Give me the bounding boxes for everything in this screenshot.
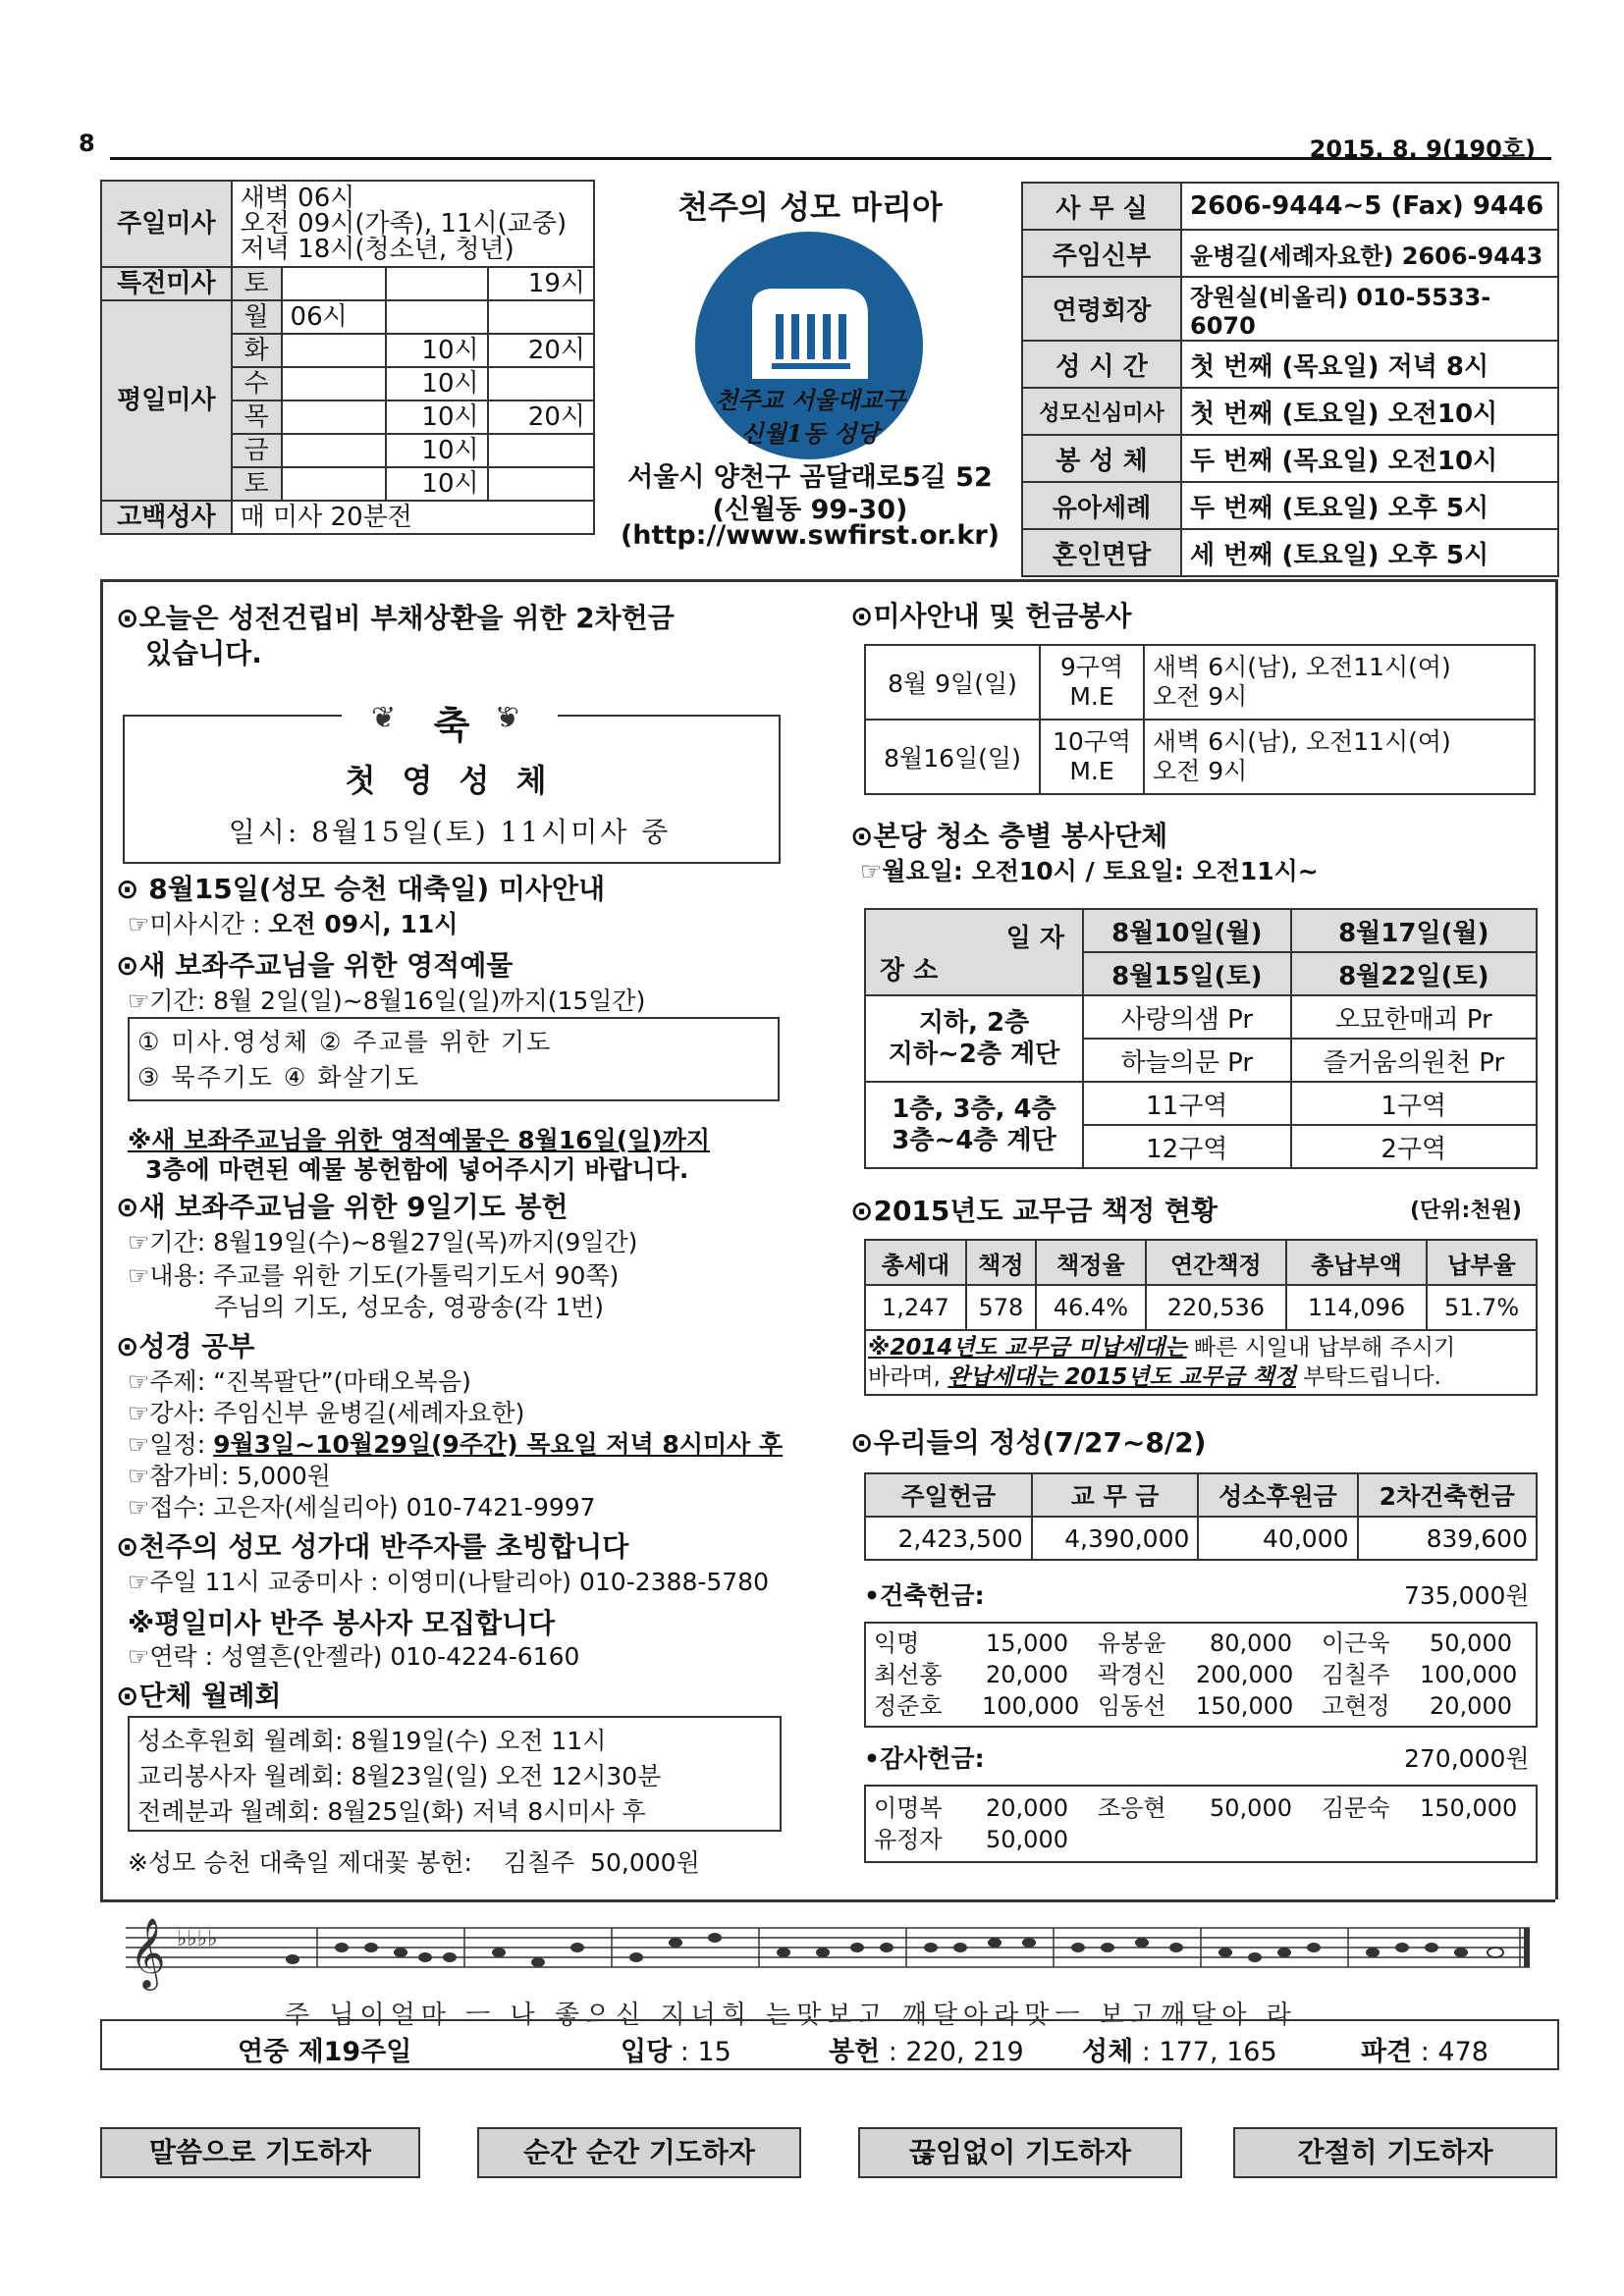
celebration-badge: 축 [433,703,470,747]
cleaning-subtitle: ☞월요일: 오전10시 / 토요일: 오전11시~ [860,857,1319,885]
weekday-time [488,300,594,334]
donor-amount: 50,000 [1210,1794,1292,1822]
content-frame [100,579,1555,582]
weekday-time [282,334,386,367]
bible-study-schedule: 9월3일~10월29일(9주간) 목요일 저녁 8시미사 후 [213,1430,784,1459]
page-number: 8 [79,130,95,157]
confession-label: 고백성사 [101,501,232,534]
donor-name: 곽경신 [1098,1661,1166,1688]
weekday-mass-label: 평일미사 [101,300,232,501]
donor-amount: 50,000 [986,1826,1068,1853]
mass-guide-date: 8월16일(일) [865,720,1040,794]
dues-unit: (단위:천원) [1410,1199,1522,1223]
offerings-value: 4,390,000 [1032,1517,1199,1560]
office-label: 사 무 실 [1022,183,1181,230]
cleaning-place: 3층~4층 계단 [892,1126,1056,1155]
offertory-hymn: : 220, 219 [880,2037,1024,2067]
dues-value: 114,096 [1286,1285,1427,1330]
weekday-time [282,400,386,434]
pray-earnestly-button[interactable]: 간절히 기도하자 [1233,2127,1557,2178]
donor-amount: 20,000 [1430,1692,1512,1720]
building-offering-label: •건축헌금: [864,1581,985,1610]
cleaning-date: 8월17일(월) [1291,909,1537,952]
sunday-mass-line: 새벽 06시 [240,184,355,213]
cleaning-group: 사랑의샘 Pr [1083,995,1291,1039]
weekday-time [282,467,386,501]
office-value: 세 번째 (토요일) 오후 5시 [1181,529,1558,576]
bible-study-topic: ☞주제: “진복팔단”(마태오복음) [128,1367,471,1396]
office-value: 첫 번째 (토요일) 오전10시 [1181,388,1558,435]
communion-hymn: : 177, 165 [1133,2037,1277,2067]
dues-title: ⊙2015년도 교무금 책정 현황 [850,1195,1218,1227]
choir-contact: ☞주일 11시 교중미사 : 이영미(나탈리아) 010-2388-5780 [128,1568,769,1596]
entrance-label: 입당 [621,2037,673,2067]
weekday-day: 월 [232,300,282,334]
donor-amount: 150,000 [1196,1692,1294,1720]
dues-table [864,1239,1538,1396]
group-meeting-item: 성소후원회 월례회: 8월19일(수) 오전 11시 [137,1727,607,1755]
mass-guide-group: 10구역 [1052,727,1132,756]
dues-note-unpaid: ※2014년도 교무금 미납세대는 [868,1335,1187,1361]
hymn-lyrics: 주 님이얼마 ㅡ 나 좋으신 지너희 는맛보고 깨달아라맛ㅡ 보고깨달아 라 [285,2001,1297,2030]
weekday-time: 10시 [386,400,488,434]
bible-study-schedule-label: ☞일정: [128,1430,214,1459]
pray-ceaselessly-button[interactable]: 끊임없이 기도하자 [858,2127,1182,2178]
parish-website[interactable]: (http://www.swfirst.or.kr) [620,520,1001,551]
weekday-time [282,367,386,400]
mass-guide-group: M.E [1069,682,1114,711]
sunday-mass-line: 오전 09시(가족), 11시(교중) [240,209,568,239]
notice-building-debt: ⊙오늘은 성전건립비 부채상환을 위한 2차헌금 [116,602,675,634]
weekday-time: 06시 [282,300,386,334]
donor-name: 임동선 [1098,1692,1166,1720]
offerings-header: 교 무 금 [1032,1473,1199,1517]
header-rule [110,157,1551,160]
assumption-label: ☞미사시간 : [128,910,269,938]
spiritual-gift-title: ⊙새 보좌주교님을 위한 영적예물 [116,949,514,982]
svg-text:♭♭♭♭: ♭♭♭♭ [177,1927,218,1951]
weekday-time [282,434,386,467]
office-label: 연령회장 [1022,277,1181,341]
weekday-time [488,434,594,467]
mass-guide-title: ⊙미사안내 및 헌금봉사 [850,600,1132,632]
office-label: 주임신부 [1022,230,1181,277]
offerings-value: 2,423,500 [865,1517,1032,1560]
cleaning-table [864,908,1538,1169]
weekday-time: 10시 [386,334,488,367]
dues-note-paid: 완납세대는 2015년도 교무금 책정 [947,1364,1296,1390]
building-donor-box [864,1622,1538,1728]
donor-name: 김칠주 [1322,1661,1390,1688]
office-label: 봉 성 체 [1022,435,1181,482]
office-value: 두 번째 (목요일) 오전10시 [1181,435,1558,482]
spiritual-gift-period: ☞기간: 8월 2일(일)~8월16일(일)까지(15일간) [128,987,646,1015]
office-value: 윤병길(세례자요한) 2606-9443 [1181,230,1558,277]
cleaning-place: 지하, 2층 [918,1008,1030,1038]
hymn-numbers-bar [100,2019,1559,2070]
novena-content: ☞내용: 주교를 위한 기도(가톨릭기도서 90쪽) [128,1261,620,1290]
bible-study-title: ⊙성경 공부 [116,1330,255,1362]
weekday-day: 수 [232,367,282,400]
group-meeting-item: 전례분과 월례회: 8월25일(화) 저녁 8시미사 후 [137,1797,646,1826]
offerings-header: 주일헌금 [865,1473,1032,1517]
donor-name: 조응현 [1098,1794,1166,1822]
dues-header: 책정율 [1036,1240,1146,1285]
cleaning-group: 1구역 [1291,1082,1537,1125]
dues-value: 1,247 [865,1285,966,1330]
thanks-offering-label: •감사헌금: [864,1744,985,1773]
cleaning-date: 8월15일(토) [1083,952,1291,995]
mass-guide-time: 새벽 6시(남), 오전11시(여) [1153,653,1451,681]
group-meetings-title: ⊙단체 월례회 [116,1680,282,1712]
weekday-day: 화 [232,334,282,367]
pray-with-word-button[interactable]: 말씀으로 기도하자 [100,2127,420,2178]
cleaning-group: 11구역 [1083,1082,1291,1125]
dues-header: 총납부액 [1286,1240,1427,1285]
novena-content-2: 주님의 기도, 성모송, 영광송(각 1번) [214,1293,605,1321]
mass-guide-date: 8월 9일(일) [865,645,1040,720]
offertory-label: 봉헌 [829,2037,881,2067]
assumption-title: ⊙ 8월15일(성모 승천 대축일) 미사안내 [116,873,606,905]
dues-note-text: 부탁드립니다. [1295,1364,1441,1390]
cleaning-date: 8월22일(토) [1291,952,1537,995]
office-label: 유아세례 [1022,482,1181,529]
confession-value: 매 미사 20분전 [232,501,594,534]
cleaning-title: ⊙본당 청소 층별 봉사단체 [850,820,1168,852]
bible-study-fee: ☞참가비: 5,000원 [128,1462,331,1490]
weekday-time: 10시 [386,367,488,400]
mass-guide-group: 9구역 [1059,653,1124,681]
cleaning-group: 즐거움의원천 Pr [1291,1039,1537,1082]
office-value: 2606-9444~5 (Fax) 9446 [1181,183,1558,230]
donor-amount: 100,000 [1420,1661,1518,1688]
office-value: 두 번째 (토요일) 오후 5시 [1181,482,1558,529]
content-frame-left [100,579,103,1899]
office-label: 성 시 간 [1022,341,1181,388]
cleaning-place: 1층, 3층, 4층 [892,1095,1056,1124]
bible-study-contact: ☞접수: 고은자(세실리아) 010-7421-9997 [128,1493,596,1522]
special-mass-label: 특전미사 [101,267,232,300]
donor-name: 이명복 [874,1794,943,1822]
spiritual-gift-item: ① 미사.영성체 ② 주교를 위한 기도 [137,1028,553,1056]
dues-value: 578 [966,1285,1036,1330]
mass-guide-time: 오전 9시 [1153,682,1248,711]
offerings-table [864,1472,1538,1561]
donor-name: 유봉윤 [1098,1629,1166,1657]
mass-guide-group: M.E [1069,757,1114,785]
weekday-time [488,367,594,400]
donor-amount: 15,000 [986,1629,1068,1657]
weekday-day: 목 [232,400,282,434]
offerings-value: 839,600 [1358,1517,1537,1560]
content-frame-bottom [100,1899,1555,1902]
cleaning-place-label: 장 소 [880,956,939,986]
issue-date: 2015. 8. 9(190호) [1309,135,1536,163]
laurel-right-icon: ❦ [495,701,520,735]
parish-title: 천주의 성모 마리아 [677,188,943,226]
novena-period: ☞기간: 8월19일(수)~8월27일(목)까지(9일간) [128,1228,638,1256]
dues-note-text: 빠른 시일내 납부해 주시기 [1186,1335,1456,1361]
cleaning-group: 하늘의문 Pr [1083,1039,1291,1082]
dues-note-text: 바라며, [868,1364,948,1390]
spiritual-gift-note: ※새 보좌주교님을 위한 영적예물은 8월16일(일)까지 [128,1126,711,1154]
donor-name: 유정자 [874,1826,943,1853]
weekday-time [386,300,488,334]
altar-flower-offering: ※성모 승천 대축일 제대꽃 봉헌: 김칠주 50,000원 [128,1848,700,1877]
accompanist-contact: ☞연락 : 성열흔(안젤라) 010-4224-6160 [128,1642,580,1671]
mass-guide-time: 오전 9시 [1153,757,1248,785]
dues-header: 납부율 [1427,1240,1537,1285]
parish-address: 서울시 양천구 곰달래로5길 52 [627,462,993,493]
office-contacts-table [1021,182,1559,577]
offerings-header: 2차건축헌금 [1358,1473,1537,1517]
offerings-value: 40,000 [1198,1517,1357,1560]
special-mass-day: 토 [232,267,282,300]
donor-amount: 200,000 [1196,1661,1294,1688]
donor-name: 익명 [874,1629,920,1657]
first-communion-title: 첫 영 성 체 [345,762,555,799]
bible-study-lecturer: ☞강사: 주임신부 윤병길(세례자요한) [128,1399,525,1427]
weekday-time: 20시 [488,334,594,367]
dues-header: 총세대 [865,1240,966,1285]
dues-header: 연간책정 [1146,1240,1286,1285]
donor-amount: 20,000 [986,1794,1068,1822]
first-communion-when: 일시: 8월15일(토) 11시미사 중 [228,816,672,848]
parish-address-2: (신월동 99-30) [712,495,908,525]
assumption-times: 오전 09시, 11시 [268,910,459,938]
office-label: 혼인면담 [1022,529,1181,576]
laurel-left-icon: ❦ [371,701,397,735]
group-meeting-item: 교리봉사자 월례회: 8월23일(일) 오전 12시30분 [137,1762,662,1790]
dues-value: 220,536 [1146,1285,1286,1330]
communion-label: 성체 [1082,2037,1134,2067]
office-label: 성모신심미사 [1022,388,1181,435]
dues-header: 책정 [966,1240,1036,1285]
novena-title: ⊙새 보좌주교님을 위한 9일기도 봉헌 [116,1191,568,1223]
accompanist-title: ※평일미사 반주 봉사자 모집합니다 [128,1607,556,1639]
office-value: 장원실(비올리) 010-5533-6070 [1181,277,1558,341]
cleaning-group: 12구역 [1083,1125,1291,1168]
building-offering-total: 735,000원 [1404,1581,1530,1610]
svg-text:𝄞: 𝄞 [130,1916,166,1988]
dismissal-label: 파견 [1361,2037,1413,2067]
pray-every-moment-button[interactable]: 순간 순간 기도하자 [477,2127,801,2178]
office-value: 첫 번째 (목요일) 저녁 8시 [1181,341,1558,388]
special-mass-time: 19시 [488,267,594,300]
logo-script-1: 천주교 서울대교구 [715,386,905,414]
donor-name: 고현정 [1322,1692,1390,1720]
donor-name: 김문숙 [1322,1794,1390,1822]
entrance-hymn: : 15 [672,2037,731,2067]
donor-name: 이근욱 [1322,1629,1390,1657]
choir-title: ⊙천주의 성모 성가대 반주자를 초빙합니다 [116,1530,629,1563]
weekday-time: 20시 [488,400,594,434]
cleaning-date: 8월10일(월) [1083,909,1291,952]
content-frame-right [1555,579,1558,1899]
mass-schedule-table [100,180,595,535]
cleaning-place: 지하~2층 계단 [888,1040,1060,1069]
spiritual-gift-note-2: 3층에 마련된 예물 봉헌함에 넣어주시기 바랍니다. [145,1155,689,1184]
donor-name: 최선홍 [874,1661,943,1688]
dues-value: 46.4% [1036,1285,1146,1330]
liturgical-week: 연중 제19주일 [238,2037,412,2067]
donor-name: 정준호 [874,1692,943,1720]
weekday-day: 토 [232,467,282,501]
sunday-mass-label: 주일미사 [101,181,232,267]
cleaning-group: 2구역 [1291,1125,1537,1168]
donor-amount: 20,000 [986,1661,1068,1688]
sunday-mass-line: 저녁 18시(청소년, 청년) [240,235,514,264]
weekday-day: 금 [232,434,282,467]
offerings-title: ⊙우리들의 정성(7/27~8/2) [850,1426,1207,1459]
donor-amount: 50,000 [1430,1629,1512,1657]
cleaning-date-label: 일 자 [1005,924,1064,953]
spiritual-gift-item: ③ 묵주기도 ④ 화살기도 [137,1063,420,1092]
offerings-header: 성소후원금 [1198,1473,1357,1517]
thanks-offering-total: 270,000원 [1404,1744,1530,1773]
dues-value: 51.7% [1427,1285,1537,1330]
logo-script-2: 신월1동 성당 [740,419,880,448]
mass-guide-time: 새벽 6시(남), 오전11시(여) [1153,727,1451,756]
donor-amount: 100,000 [982,1692,1080,1720]
dismissal-hymn: : 478 [1412,2037,1489,2067]
mass-guide-table [864,644,1536,795]
weekday-time [488,467,594,501]
donor-amount: 80,000 [1210,1629,1292,1657]
donor-amount: 150,000 [1420,1794,1518,1822]
cleaning-group: 오묘한매괴 Pr [1291,995,1537,1039]
weekday-time: 10시 [386,434,488,467]
thanks-donor-box [864,1785,1538,1863]
notice-building-debt-2: 있습니다. [145,637,262,669]
weekday-time: 10시 [386,467,488,501]
